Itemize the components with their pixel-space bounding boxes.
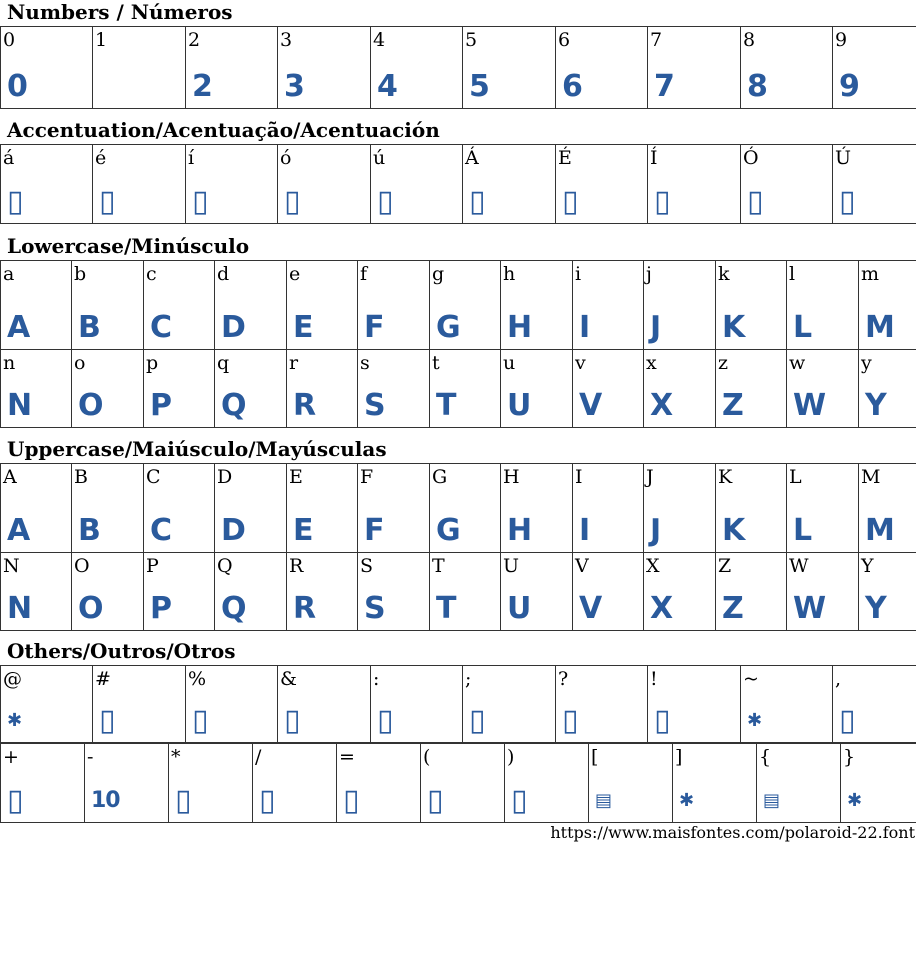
glyph-cell — [215, 261, 287, 350]
glyph-cell-label: 7 — [650, 29, 663, 51]
section-title-others: Others/Outros/Otros — [7, 639, 236, 663]
glyph-cell-label: A — [3, 466, 17, 488]
glyph-sample: ✱ — [747, 710, 762, 731]
glyph-cell — [215, 464, 287, 553]
glyph-sample: ▯ — [7, 783, 23, 818]
glyph-cell-label: 4 — [373, 29, 386, 51]
glyph-cell-label: V — [575, 555, 589, 577]
glyph-cell — [93, 666, 186, 743]
glyph-cell — [215, 350, 287, 428]
glyph-sample: ▯ — [469, 703, 485, 738]
glyph-sample: ▯ — [469, 184, 485, 219]
glyph-cell-label: + — [3, 746, 19, 768]
glyph-cell-label: m — [861, 263, 880, 285]
glyph-cell — [501, 553, 573, 631]
glyph-cell — [501, 464, 573, 553]
glyph-cell-label: Ú — [835, 147, 852, 169]
section-title-uppercase: Uppercase/Maiúsculo/Mayúsculas — [7, 437, 387, 461]
glyph-sample: 2 — [192, 69, 212, 104]
glyph-cell-label: N — [3, 555, 20, 577]
glyph-cell-label: ( — [423, 746, 431, 768]
glyph-sample: I — [579, 310, 590, 345]
glyph-cell — [573, 350, 644, 428]
glyph-cell — [287, 553, 358, 631]
glyph-sample: A — [7, 513, 30, 548]
glyph-cell — [371, 145, 463, 224]
glyph-cell-label: Á — [465, 147, 479, 169]
glyph-cell-label: O — [74, 555, 90, 577]
glyph-cell-label: e — [289, 263, 301, 285]
glyph-cell-label: * — [171, 746, 181, 768]
glyph-sample: Q — [221, 591, 246, 626]
glyph-sample: V — [579, 388, 602, 423]
glyph-cell — [430, 261, 501, 350]
glyph-cell-label: L — [789, 466, 802, 488]
glyph-cell — [1, 666, 93, 743]
glyph-sample: ▯ — [562, 703, 578, 738]
glyph-cell — [573, 553, 644, 631]
glyph-cell — [85, 744, 169, 823]
glyph-cell-label: [ — [591, 746, 599, 768]
glyph-sample: T — [436, 591, 456, 626]
glyph-sample: C — [150, 310, 172, 345]
glyph-cell — [371, 27, 463, 109]
glyph-cell-label: y — [861, 352, 872, 374]
glyph-cell — [358, 553, 430, 631]
glyph-sample: A — [7, 310, 30, 345]
glyph-cell — [501, 350, 573, 428]
glyph-sample: F — [364, 310, 384, 345]
glyph-cell — [430, 553, 501, 631]
glyph-cell-label: D — [217, 466, 233, 488]
glyph-cell-label: K — [718, 466, 733, 488]
glyph-sample: 3 — [284, 69, 304, 104]
glyph-cell — [859, 350, 916, 428]
glyph-cell — [1, 350, 72, 428]
glyph-sample: B — [78, 310, 100, 345]
glyph-cell — [556, 145, 648, 224]
glyph-cell — [1, 464, 72, 553]
glyph-cell — [144, 350, 215, 428]
glyph-cell-label: u — [503, 352, 516, 374]
glyph-sample: J — [650, 310, 661, 345]
glyph-cell-label: g — [432, 263, 445, 285]
glyph-sample: X — [650, 591, 673, 626]
glyph-sample: 8 — [747, 69, 767, 104]
glyph-cell-label: F — [360, 466, 374, 488]
glyph-cell — [1, 261, 72, 350]
glyph-cell — [644, 350, 716, 428]
glyph-cell — [186, 145, 278, 224]
glyph-sample: ✱ — [7, 710, 22, 731]
glyph-cell — [287, 350, 358, 428]
glyph-cell — [169, 744, 253, 823]
glyph-cell — [787, 350, 859, 428]
glyph-sample: E — [293, 310, 313, 345]
glyph-sample: W — [793, 591, 826, 626]
glyph-cell-label: E — [289, 466, 303, 488]
glyph-cell — [556, 27, 648, 109]
glyph-cell-label: U — [503, 555, 520, 577]
glyph-cell — [505, 744, 589, 823]
glyph-cell — [1, 553, 72, 631]
glyph-cell-label: & — [280, 668, 297, 690]
glyph-cell — [648, 666, 741, 743]
glyph-sample: ▯ — [377, 703, 393, 738]
glyph-cell — [358, 350, 430, 428]
glyph-cell-label: R — [289, 555, 304, 577]
glyph-cell-label: ó — [280, 147, 292, 169]
glyph-sample: I — [579, 513, 590, 548]
glyph-sample: E — [293, 513, 313, 548]
glyph-cell — [421, 744, 505, 823]
glyph-sample: 7 — [654, 69, 674, 104]
glyph-cell-label: H — [503, 466, 520, 488]
glyph-cell-label: I — [575, 466, 583, 488]
glyph-cell — [787, 553, 859, 631]
glyph-sample: ▯ — [562, 184, 578, 219]
glyph-cell-label: S — [360, 555, 374, 577]
glyph-sample: ▯ — [192, 703, 208, 738]
glyph-sample: U — [507, 591, 531, 626]
glyph-sample: ▯ — [284, 184, 300, 219]
glyph-cell — [358, 464, 430, 553]
glyph-cell — [287, 261, 358, 350]
glyph-sample: ▯ — [654, 184, 670, 219]
glyph-cell — [430, 464, 501, 553]
glyph-cell-label: c — [146, 263, 157, 285]
glyph-cell — [186, 666, 278, 743]
glyph-cell-label: 3 — [280, 29, 293, 51]
glyph-cell-label: 2 — [188, 29, 201, 51]
section-title-numbers: Numbers / Números — [7, 0, 233, 24]
glyph-sample: W — [793, 388, 826, 423]
glyph-sample: R — [293, 388, 316, 423]
glyph-cell-label: B — [74, 466, 88, 488]
glyph-sample: ▯ — [99, 184, 115, 219]
glyph-cell — [278, 145, 371, 224]
glyph-cell-label: @ — [3, 668, 22, 690]
glyph-cell — [648, 27, 741, 109]
glyph-cell-label: C — [146, 466, 161, 488]
glyph-cell-label: k — [718, 263, 730, 285]
glyph-cell — [833, 666, 916, 743]
glyph-sample: D — [221, 310, 245, 345]
glyph-cell — [371, 666, 463, 743]
glyph-sample: ▯ — [377, 184, 393, 219]
glyph-cell — [859, 464, 916, 553]
glyph-cell — [72, 464, 144, 553]
accents-table — [0, 144, 916, 224]
glyph-sample: ▯ — [7, 184, 23, 219]
glyph-cell — [1, 27, 93, 109]
glyph-cell-label: f — [360, 263, 368, 285]
glyph-cell — [358, 261, 430, 350]
glyph-cell — [144, 261, 215, 350]
glyph-sample: ▯ — [511, 783, 527, 818]
glyph-sample: P — [150, 388, 171, 423]
glyph-cell — [833, 27, 916, 109]
glyph-cell-label: : — [373, 668, 380, 690]
glyph-cell-label: ; — [465, 668, 472, 690]
glyph-sample: ▤ — [763, 790, 780, 811]
glyph-cell-label: p — [146, 352, 159, 374]
glyph-cell — [787, 464, 859, 553]
glyph-sample: K — [722, 513, 745, 548]
glyph-cell — [757, 744, 841, 823]
glyph-sample: ▯ — [427, 783, 443, 818]
glyph-sample: 0 — [7, 69, 27, 104]
glyph-cell-label: l — [789, 263, 796, 285]
glyph-cell — [716, 553, 787, 631]
glyph-cell-label: # — [95, 668, 111, 690]
glyph-cell-label: í — [188, 147, 195, 169]
glyph-cell — [741, 27, 833, 109]
glyph-cell-label: ? — [558, 668, 569, 690]
glyph-cell — [253, 744, 337, 823]
glyph-cell-label: 5 — [465, 29, 478, 51]
glyph-sample: U — [507, 388, 531, 423]
glyph-sample: K — [722, 310, 745, 345]
glyph-cell-label: n — [3, 352, 16, 374]
glyph-cell-label: r — [289, 352, 299, 374]
glyph-sample: V — [579, 591, 602, 626]
numbers-table — [0, 26, 916, 109]
glyph-sample: ✱ — [847, 790, 862, 811]
glyph-cell-label: M — [861, 466, 881, 488]
glyph-cell — [215, 553, 287, 631]
glyph-cell-label: W — [789, 555, 809, 577]
glyph-sample: Y — [865, 591, 886, 626]
section-title-lowercase: Lowercase/Minúsculo — [7, 234, 250, 258]
glyph-cell-label: d — [217, 263, 230, 285]
glyph-cell — [556, 666, 648, 743]
glyph-cell — [144, 553, 215, 631]
glyph-cell-label: v — [575, 352, 586, 374]
glyph-cell-label: - — [87, 746, 94, 768]
glyph-cell — [463, 27, 556, 109]
glyph-cell-label: É — [558, 147, 572, 169]
glyph-cell-label: ! — [650, 668, 658, 690]
glyph-cell — [72, 350, 144, 428]
glyph-cell-label: } — [843, 746, 856, 768]
glyph-cell-label: % — [188, 668, 207, 690]
glyph-cell — [501, 261, 573, 350]
glyph-sample: 9 — [839, 69, 859, 104]
glyph-cell-label: i — [575, 263, 582, 285]
glyph-cell-label: X — [646, 555, 660, 577]
glyph-sample: ▯ — [654, 703, 670, 738]
glyph-sample: R — [293, 591, 316, 626]
glyph-cell — [648, 145, 741, 224]
glyph-cell-label: ) — [507, 746, 515, 768]
glyph-cell-label: 6 — [558, 29, 571, 51]
glyph-cell — [337, 744, 421, 823]
glyph-sample: ▯ — [99, 703, 115, 738]
glyph-cell — [644, 261, 716, 350]
glyph-cell-label: T — [432, 555, 445, 577]
glyph-sample: L — [793, 310, 812, 345]
glyph-sample: C — [150, 513, 172, 548]
glyph-cell-label: P — [146, 555, 159, 577]
glyph-sample: T — [436, 388, 456, 423]
glyph-cell-label: , — [835, 668, 842, 690]
glyph-cell-label: b — [74, 263, 87, 285]
glyph-sample: 6 — [562, 69, 582, 104]
glyph-cell — [93, 145, 186, 224]
glyph-sample: ▯ — [259, 783, 275, 818]
glyph-sample: 4 — [377, 69, 397, 104]
glyph-cell-label: o — [74, 352, 86, 374]
glyph-cell-label: Í — [650, 147, 658, 169]
glyph-sample: H — [507, 310, 532, 345]
glyph-cell — [1, 145, 93, 224]
glyph-cell-label: ] — [675, 746, 683, 768]
glyph-cell-label: = — [339, 746, 355, 768]
glyph-cell — [833, 145, 916, 224]
glyph-sample: Y — [865, 388, 886, 423]
glyph-sample: L — [793, 513, 812, 548]
glyph-cell-label: 9 — [835, 29, 848, 51]
glyph-cell-label: J — [646, 466, 654, 488]
glyph-cell — [463, 666, 556, 743]
glyph-cell-label: s — [360, 352, 370, 374]
glyph-cell — [72, 261, 144, 350]
glyph-cell — [741, 666, 833, 743]
glyph-cell-label: q — [217, 352, 230, 374]
glyph-cell — [716, 350, 787, 428]
glyph-cell-label: / — [255, 746, 262, 768]
glyph-sample: ▯ — [747, 184, 763, 219]
glyph-cell — [716, 464, 787, 553]
glyph-sample: Z — [722, 591, 743, 626]
source-url[interactable]: https://www.maisfontes.com/polaroid-22.font — [550, 823, 915, 842]
glyph-sample: 5 — [469, 69, 489, 104]
glyph-cell — [859, 553, 916, 631]
glyph-cell — [278, 666, 371, 743]
glyph-sample: ✱ — [679, 790, 694, 811]
glyph-cell-label: Q — [217, 555, 233, 577]
glyph-cell-label: 0 — [3, 29, 16, 51]
glyph-cell — [287, 464, 358, 553]
glyph-cell-label: ú — [373, 147, 386, 169]
glyph-sample: ▯ — [284, 703, 300, 738]
glyph-sample: ▯ — [175, 783, 191, 818]
glyph-cell — [589, 744, 673, 823]
glyph-cell-label: z — [718, 352, 729, 374]
glyph-sample: G — [436, 513, 460, 548]
glyph-cell — [278, 27, 371, 109]
glyph-cell — [787, 261, 859, 350]
glyph-sample: F — [364, 513, 384, 548]
glyph-sample: 10 — [91, 788, 120, 813]
glyph-cell — [644, 553, 716, 631]
glyph-cell-label: á — [3, 147, 15, 169]
glyph-cell-label: Ó — [743, 147, 759, 169]
glyph-sample: N — [7, 388, 32, 423]
glyph-cell — [463, 145, 556, 224]
glyph-sample: G — [436, 310, 460, 345]
others-table-1 — [0, 665, 916, 743]
glyph-sample: D — [221, 513, 245, 548]
others-table-2 — [0, 743, 916, 823]
glyph-cell-label: a — [3, 263, 15, 285]
glyph-sample: Q — [221, 388, 246, 423]
glyph-cell — [186, 27, 278, 109]
glyph-cell — [573, 261, 644, 350]
glyph-cell-label: { — [759, 746, 772, 768]
glyph-cell-label: G — [432, 466, 448, 488]
glyph-cell-label: Y — [861, 555, 874, 577]
glyph-cell — [93, 27, 186, 109]
glyph-cell-label: t — [432, 352, 440, 374]
glyph-cell-label: 1 — [95, 29, 108, 51]
glyph-cell — [1, 744, 85, 823]
glyph-cell-label: 8 — [743, 29, 756, 51]
glyph-cell — [741, 145, 833, 224]
uppercase-table — [0, 463, 916, 631]
glyph-sample: ▤ — [595, 790, 612, 811]
glyph-sample: ▯ — [192, 184, 208, 219]
glyph-sample: N — [7, 591, 32, 626]
glyph-cell — [573, 464, 644, 553]
section-title-accents: Accentuation/Acentuação/Acentuación — [7, 118, 440, 142]
glyph-sample: M — [865, 310, 894, 345]
glyph-sample: O — [78, 388, 103, 423]
glyph-cell — [72, 553, 144, 631]
glyph-sample: X — [650, 388, 673, 423]
glyph-sample: M — [865, 513, 894, 548]
glyph-cell — [841, 744, 916, 823]
glyph-cell-label: j — [646, 263, 652, 285]
glyph-sample: J — [650, 513, 661, 548]
glyph-sample: Z — [722, 388, 743, 423]
glyph-sample: O — [78, 591, 103, 626]
glyph-sample: H — [507, 513, 532, 548]
glyph-sample: S — [364, 591, 385, 626]
glyph-sample: ▯ — [839, 703, 855, 738]
glyph-cell — [144, 464, 215, 553]
glyph-cell-label: Z — [718, 555, 732, 577]
glyph-cell-label: ~ — [743, 668, 759, 690]
glyph-cell-label: x — [646, 352, 657, 374]
glyph-sample: ▯ — [839, 184, 855, 219]
glyph-sample: B — [78, 513, 100, 548]
glyph-cell — [859, 261, 916, 350]
glyph-cell — [716, 261, 787, 350]
glyph-cell-label: w — [789, 352, 806, 374]
glyph-sample: P — [150, 591, 171, 626]
glyph-cell — [430, 350, 501, 428]
glyph-sample: S — [364, 388, 385, 423]
glyph-cell-label: h — [503, 263, 516, 285]
glyph-sample: ▯ — [343, 783, 359, 818]
lowercase-table — [0, 260, 916, 428]
glyph-cell — [673, 744, 757, 823]
glyph-cell — [644, 464, 716, 553]
glyph-cell-label: é — [95, 147, 107, 169]
